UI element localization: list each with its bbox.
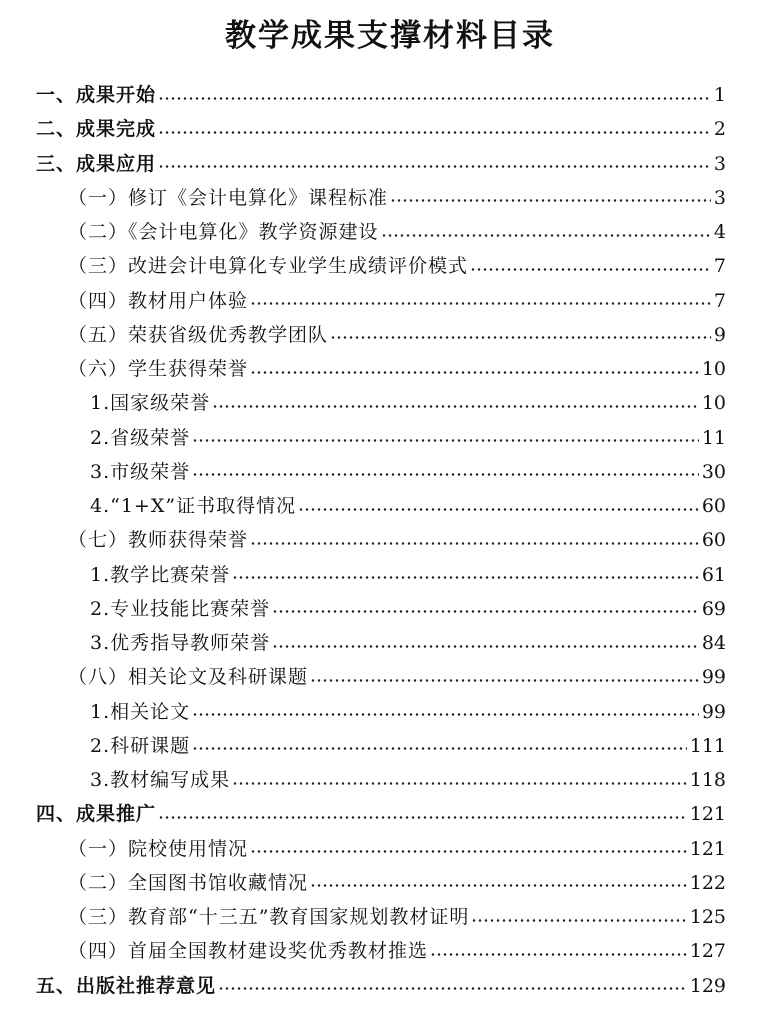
toc-entry-page-number: 84 bbox=[701, 632, 726, 655]
toc-dot-leader bbox=[192, 713, 699, 716]
toc-entry[interactable] bbox=[0, 181, 780, 215]
toc-entry-page-number: 7 bbox=[713, 255, 726, 278]
toc-entry-page-number: 7 bbox=[713, 289, 726, 312]
toc-dot-leader bbox=[212, 405, 699, 408]
toc-entry-label: （七）教师获得荣誉 bbox=[68, 529, 249, 552]
toc-entry[interactable] bbox=[0, 421, 780, 455]
toc-dot-leader bbox=[250, 302, 711, 305]
toc-entry[interactable] bbox=[0, 455, 780, 489]
toc-entry-label: 1.教学比赛荣誉 bbox=[90, 563, 231, 586]
toc-entry-page-number: 30 bbox=[701, 460, 726, 483]
toc-entry-label: 1.相关论文 bbox=[90, 700, 191, 723]
table-of-contents bbox=[0, 78, 780, 1003]
toc-dot-leader bbox=[381, 234, 711, 237]
toc-entry[interactable] bbox=[0, 215, 780, 249]
toc-entry-page-number: 60 bbox=[701, 529, 726, 552]
toc-entry-page-number: 69 bbox=[701, 597, 726, 620]
toc-entry-label: （三）改进会计电算化专业学生成绩评价模式 bbox=[68, 255, 469, 278]
toc-entry-label: （三）教育部“十三五”教育国家规划教材证明 bbox=[68, 906, 470, 929]
toc-entry[interactable] bbox=[0, 489, 780, 523]
toc-entry-label: 2.科研课题 bbox=[90, 734, 191, 757]
toc-entry-page-number: 127 bbox=[689, 940, 726, 963]
toc-entry-page-number: 99 bbox=[701, 666, 726, 689]
toc-entry[interactable] bbox=[0, 626, 780, 660]
toc-entry-page-number: 61 bbox=[701, 563, 726, 586]
toc-entry-page-number: 11 bbox=[701, 426, 726, 449]
toc-entry-page-number: 3 bbox=[713, 152, 726, 175]
toc-entry-label: 3.优秀指导教师荣誉 bbox=[90, 632, 271, 655]
toc-entry[interactable] bbox=[0, 763, 780, 797]
toc-entry-label: 3.教材编写成果 bbox=[90, 769, 231, 792]
toc-entry-label: 1.国家级荣誉 bbox=[90, 392, 211, 415]
toc-entry-label: 四、成果推广 bbox=[36, 803, 157, 826]
toc-dot-leader bbox=[310, 884, 687, 887]
toc-dot-leader bbox=[192, 473, 699, 476]
toc-entry[interactable] bbox=[0, 900, 780, 934]
toc-entry-label: （二）《会计电算化》教学资源建设 bbox=[68, 221, 379, 244]
toc-entry-label: （四）教材用户体验 bbox=[68, 289, 249, 312]
toc-entry-page-number: 122 bbox=[689, 871, 726, 894]
toc-entry-label: （六）学生获得荣誉 bbox=[68, 358, 249, 381]
toc-dot-leader bbox=[158, 165, 711, 168]
toc-entry[interactable] bbox=[0, 284, 780, 318]
toc-dot-leader bbox=[192, 747, 687, 750]
toc-entry-page-number: 121 bbox=[689, 803, 726, 826]
toc-entry[interactable] bbox=[0, 695, 780, 729]
toc-dot-leader bbox=[471, 919, 686, 922]
toc-entry[interactable] bbox=[0, 969, 780, 1003]
toc-entry[interactable] bbox=[0, 78, 780, 112]
toc-entry-page-number: 111 bbox=[689, 734, 726, 757]
toc-entry-page-number: 9 bbox=[713, 323, 726, 346]
toc-dot-leader bbox=[272, 610, 699, 613]
toc-entry-page-number: 121 bbox=[689, 837, 726, 860]
toc-entry-page-number: 4 bbox=[713, 221, 726, 244]
toc-entry-label: （二）全国图书馆收藏情况 bbox=[68, 871, 309, 894]
toc-entry-page-number: 60 bbox=[701, 495, 726, 518]
toc-entry[interactable] bbox=[0, 318, 780, 352]
toc-entry-label: 二、成果完成 bbox=[36, 118, 157, 141]
toc-dot-leader bbox=[192, 439, 699, 442]
toc-dot-leader bbox=[430, 953, 687, 956]
toc-entry[interactable] bbox=[0, 866, 780, 900]
toc-entry[interactable] bbox=[0, 592, 780, 626]
toc-dot-leader bbox=[232, 782, 687, 785]
toc-entry-label: （四）首届全国教材建设奖优秀教材推选 bbox=[68, 940, 429, 963]
toc-entry-label: 4.“1+X”证书取得情况 bbox=[90, 495, 297, 518]
toc-entry-label: 三、成果应用 bbox=[36, 152, 157, 175]
toc-entry-label: 五、出版社推荐意见 bbox=[36, 974, 217, 997]
toc-entry[interactable] bbox=[0, 386, 780, 420]
toc-entry-page-number: 2 bbox=[713, 118, 726, 141]
toc-entry-page-number: 125 bbox=[689, 906, 726, 929]
toc-entry-page-number: 3 bbox=[713, 186, 726, 209]
toc-entry[interactable] bbox=[0, 147, 780, 181]
toc-dot-leader bbox=[310, 679, 699, 682]
toc-dot-leader bbox=[298, 508, 699, 511]
toc-entry-label: 3.市级荣誉 bbox=[90, 460, 191, 483]
toc-entry-page-number: 10 bbox=[701, 358, 726, 381]
toc-entry-label: （一）修订《会计电算化》课程标准 bbox=[68, 186, 389, 209]
toc-dot-leader bbox=[470, 268, 711, 271]
toc-dot-leader bbox=[218, 987, 687, 990]
toc-entry-label: （八）相关论文及科研课题 bbox=[68, 666, 309, 689]
toc-dot-leader bbox=[272, 645, 699, 648]
toc-entry[interactable] bbox=[0, 249, 780, 283]
toc-entry-label: 2.专业技能比赛荣誉 bbox=[90, 597, 271, 620]
toc-entry-label: （一）院校使用情况 bbox=[68, 837, 249, 860]
toc-entry-page-number: 129 bbox=[689, 974, 726, 997]
toc-entry-page-number: 1 bbox=[713, 84, 726, 107]
toc-entry[interactable] bbox=[0, 352, 780, 386]
toc-entry[interactable] bbox=[0, 832, 780, 866]
toc-entry[interactable] bbox=[0, 729, 780, 763]
toc-dot-leader bbox=[330, 336, 711, 339]
toc-dot-leader bbox=[250, 371, 699, 374]
toc-entry-page-number: 10 bbox=[701, 392, 726, 415]
toc-entry[interactable] bbox=[0, 660, 780, 694]
toc-entry-label: 一、成果开始 bbox=[36, 84, 157, 107]
toc-dot-leader bbox=[158, 816, 687, 819]
toc-entry[interactable] bbox=[0, 112, 780, 146]
toc-entry[interactable] bbox=[0, 797, 780, 831]
page-title: 教学成果支撑材料目录 bbox=[225, 18, 555, 54]
toc-entry[interactable] bbox=[0, 934, 780, 968]
toc-dot-leader bbox=[158, 131, 711, 134]
toc-entry-label: 2.省级荣誉 bbox=[90, 426, 191, 449]
toc-entry-page-number: 99 bbox=[701, 700, 726, 723]
toc-entry[interactable] bbox=[0, 558, 780, 592]
toc-entry-page-number: 118 bbox=[689, 769, 726, 792]
toc-dot-leader bbox=[390, 199, 711, 202]
toc-dot-leader bbox=[250, 542, 699, 545]
toc-dot-leader bbox=[232, 576, 699, 579]
toc-entry[interactable] bbox=[0, 523, 780, 557]
toc-dot-leader bbox=[158, 97, 711, 100]
toc-entry-label: （五）荣获省级优秀教学团队 bbox=[68, 323, 329, 346]
toc-dot-leader bbox=[250, 850, 687, 853]
